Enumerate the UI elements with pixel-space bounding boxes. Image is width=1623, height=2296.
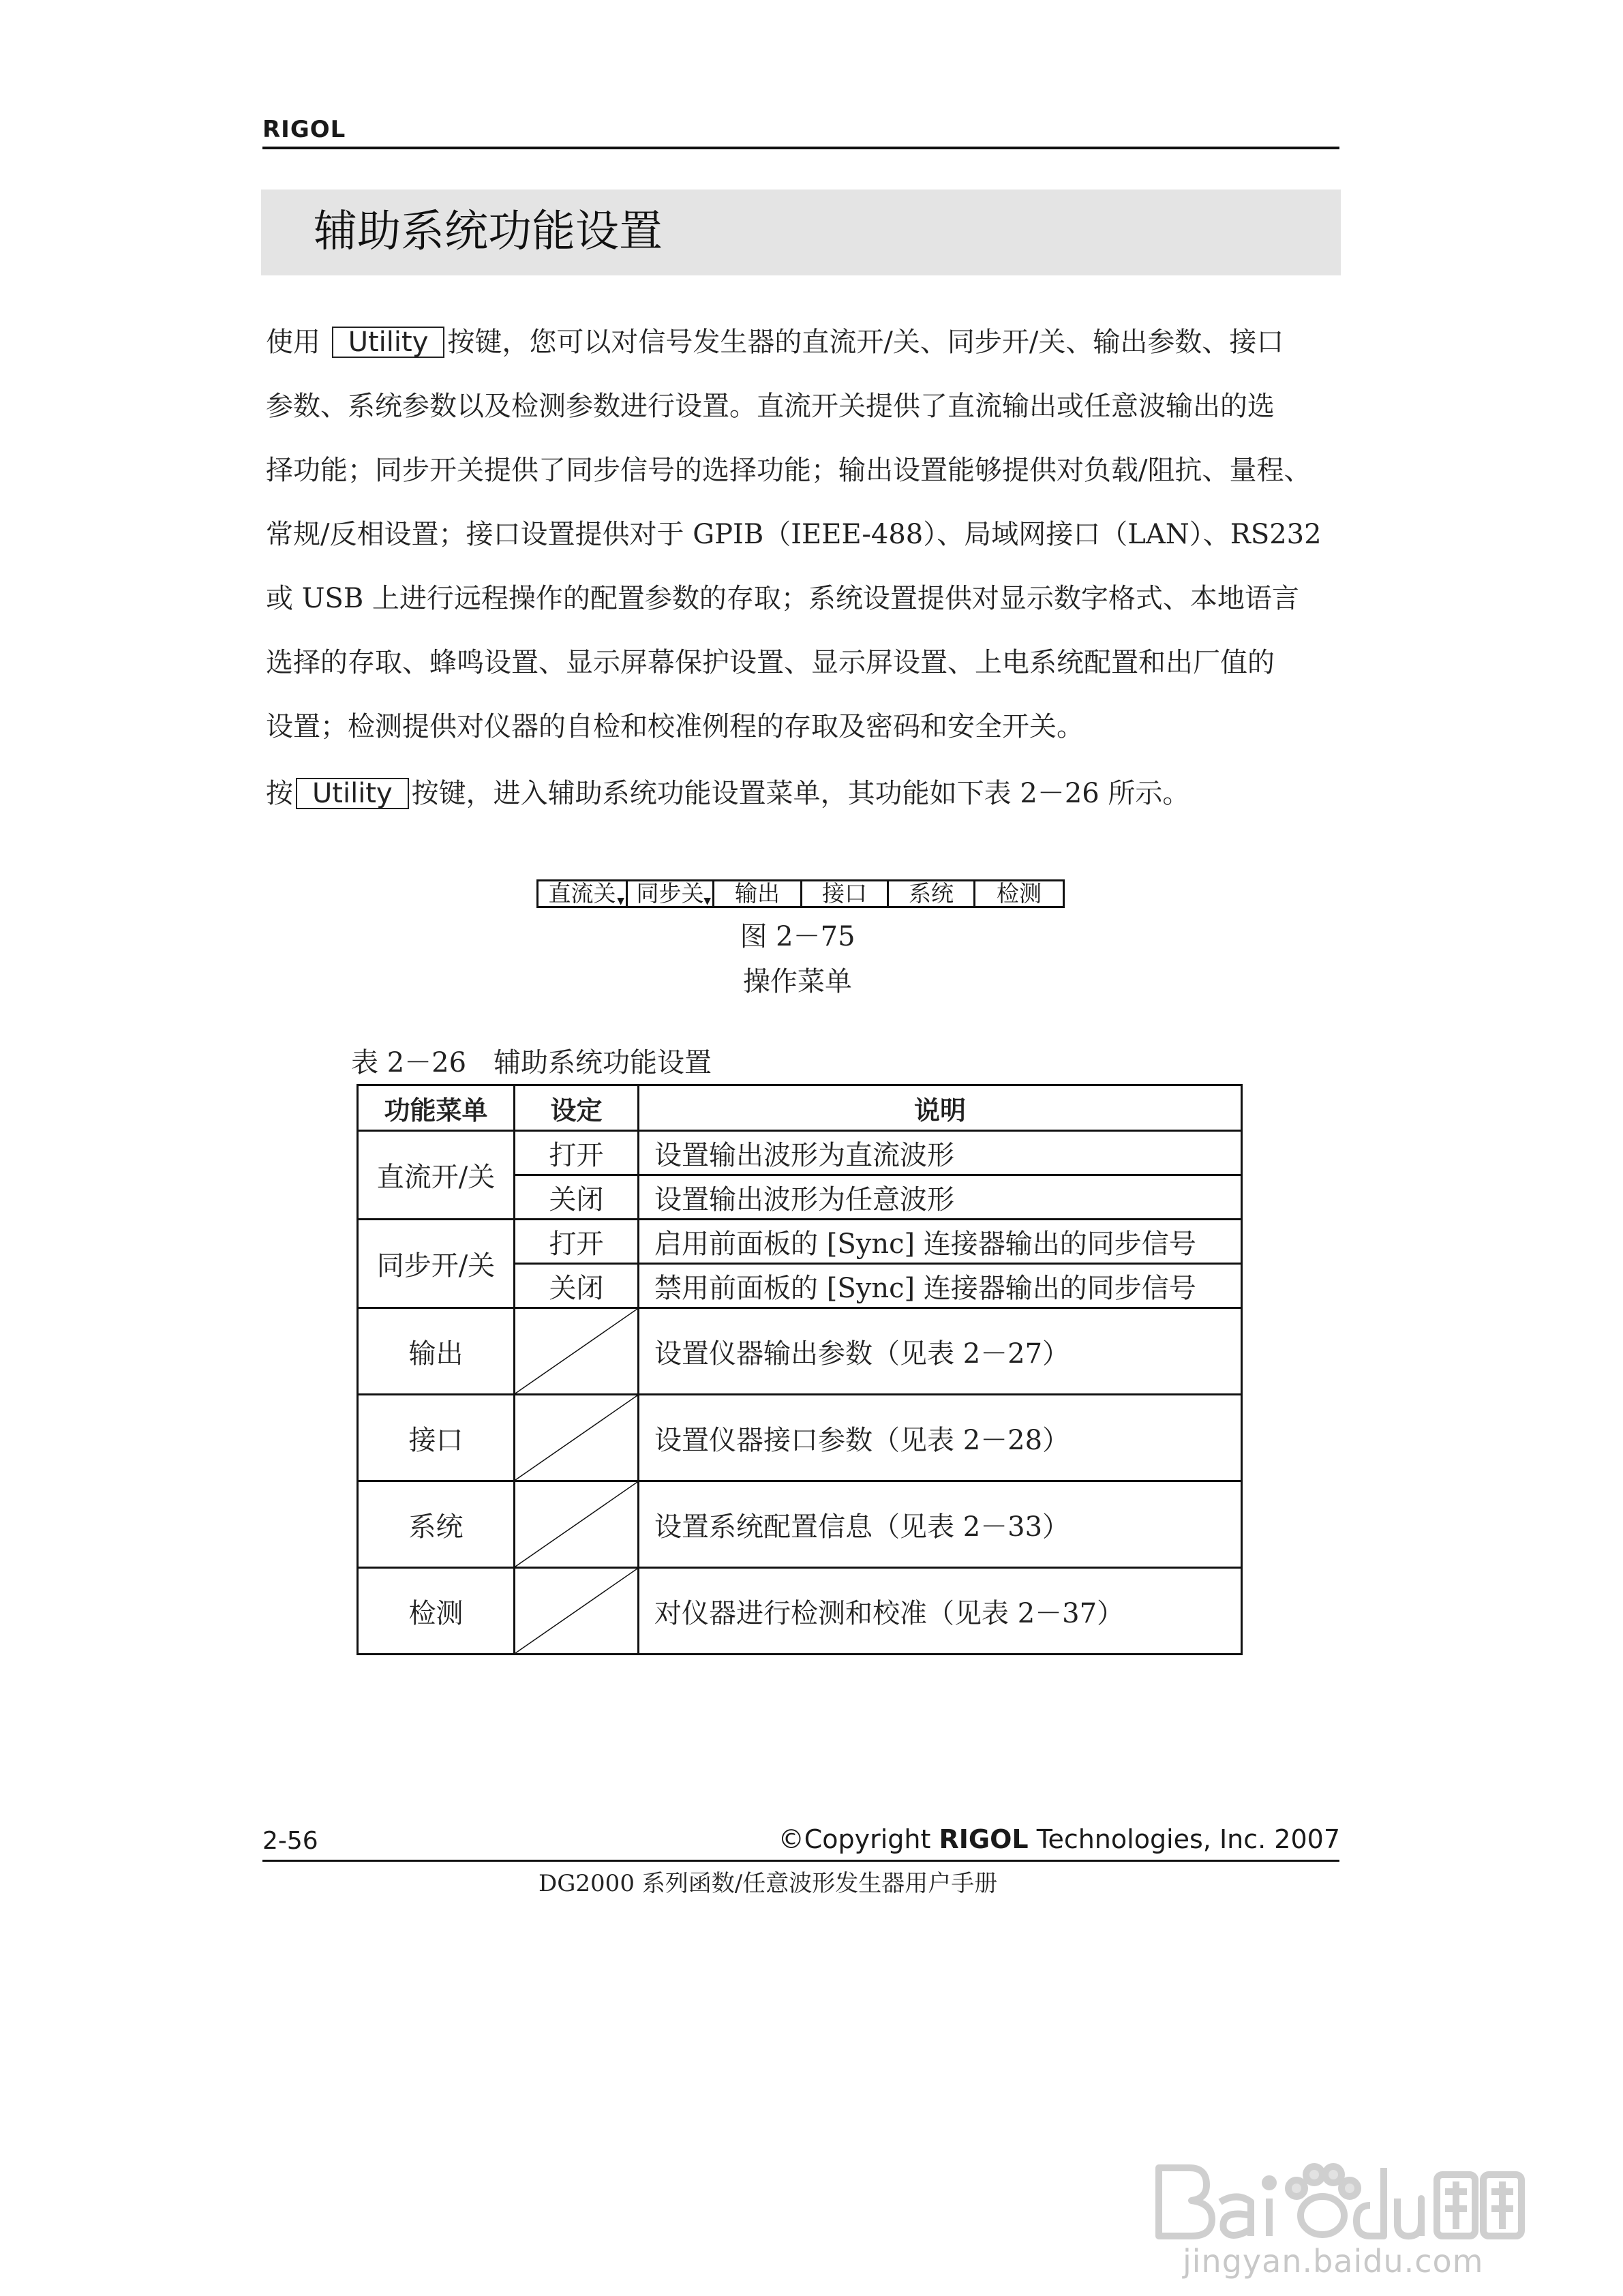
intro-line-8-pre: 按: [266, 778, 293, 809]
watermark-url: jingyan.baidu.com: [1183, 2243, 1484, 2280]
cell-empty-slash: [515, 1481, 639, 1568]
table-row: [358, 1220, 1242, 1264]
cell-dc-off: 关闭: [515, 1175, 639, 1220]
cell-dc-menu: 直流开/关: [358, 1131, 515, 1220]
section-title: 辅助系统功能设置: [314, 207, 663, 257]
cell-system-desc: 设置系统配置信息（见表 2－33）: [639, 1481, 1242, 1568]
cell-dc-off-desc: 设置输出波形为任意波形: [639, 1175, 1242, 1220]
copyright-notice: [778, 1824, 1340, 1854]
footer-divider: [262, 1860, 1339, 1862]
cell-empty-slash: [515, 1308, 639, 1395]
page-number: 2-56: [262, 1827, 318, 1855]
figure-caption: 操作菜单: [743, 966, 852, 997]
table-caption: [351, 1046, 739, 1079]
cell-sync-on: 打开: [515, 1220, 639, 1264]
softkey-interface-label: 接口: [822, 880, 867, 907]
utility-key-label: Utility: [332, 327, 445, 358]
table-row: [358, 1131, 1242, 1175]
manual-title: DG2000 系列函数/任意波形发生器用户手册: [539, 1870, 998, 1897]
softkey-test-label: 检测: [997, 880, 1042, 907]
cell-interface-desc: 设置仪器接口参数（见表 2－28）: [639, 1395, 1242, 1481]
cell-test: 检测: [358, 1568, 515, 1655]
brand-logo-text: RIGOL: [262, 116, 346, 143]
cell-sync-off-desc: 禁用前面板的 [Sync] 连接器输出的同步信号: [639, 1264, 1242, 1308]
table-caption-text: 辅助系统功能设置: [494, 1047, 712, 1078]
intro-line-1-post: 按键，您可以对信号发生器的直流开/关、同步开/关、输出参数、接口: [447, 327, 1284, 358]
cell-empty-slash: [515, 1395, 639, 1481]
dropdown-arrow-icon: ▼: [617, 896, 624, 907]
softkey-dc[interactable]: [536, 879, 628, 908]
softkey-test[interactable]: [973, 879, 1065, 908]
cell-sync-off: 关闭: [515, 1264, 639, 1308]
intro-line-2: 参数、系统参数以及检测参数进行设置。直流开关提供了直流输出或任意波输出的选: [266, 391, 1275, 422]
header-function-menu: 功能菜单: [358, 1085, 515, 1131]
softkey-dc-label: 直流关: [548, 880, 616, 907]
utility-key-label-2: Utility: [296, 778, 409, 809]
table-row: [358, 1395, 1242, 1481]
cell-empty-slash: [515, 1568, 639, 1655]
table-row: [358, 1308, 1242, 1395]
cell-sync-on-desc: 启用前面板的 [Sync] 连接器输出的同步信号: [639, 1220, 1242, 1264]
copyright-brand: RIGOL: [939, 1824, 1029, 1854]
cell-interface: 接口: [358, 1395, 515, 1481]
intro-line-1: [266, 326, 1284, 359]
table-row: [358, 1481, 1242, 1568]
intro-line-6: 选择的存取、蜂鸣设置、显示屏幕保护设置、显示屏设置、上电系统配置和出厂值的: [266, 647, 1275, 678]
softkey-interface[interactable]: [800, 879, 889, 908]
softkey-system[interactable]: [887, 879, 975, 908]
softkey-sync-label: 同步关: [636, 880, 704, 907]
cell-sync-menu: 同步开/关: [358, 1220, 515, 1308]
table-caption-number: 表 2－26: [351, 1047, 467, 1078]
baidu-watermark-logo: [1152, 2127, 1534, 2256]
intro-line-5: 或 USB 上进行远程操作的配置参数的存取；系统设置提供对显示数字格式、本地语言: [266, 583, 1299, 614]
intro-line-4: 常规/反相设置；接口设置提供对于 GPIB（IEEE-488）、局域网接口（LAN）、RS232: [266, 519, 1322, 550]
header-divider: [262, 147, 1339, 149]
copyright-pre: ©Copyright: [778, 1824, 931, 1854]
softkey-menu: [536, 879, 1063, 908]
table-row: [358, 1568, 1242, 1655]
cell-output: 输出: [358, 1308, 515, 1395]
cell-dc-on: 打开: [515, 1131, 639, 1175]
header-description: 说明: [639, 1085, 1242, 1131]
softkey-output[interactable]: [712, 879, 802, 908]
intro-line-7: 设置；检测提供对仪器的自检和校准例程的存取及密码和安全开关。: [266, 711, 1084, 742]
function-table: [357, 1084, 1243, 1655]
cell-dc-on-desc: 设置输出波形为直流波形: [639, 1131, 1242, 1175]
header-setting: 设定: [515, 1085, 639, 1131]
softkey-sync[interactable]: [626, 879, 714, 908]
softkey-system-label: 系统: [909, 880, 954, 907]
cell-test-desc: 对仪器进行检测和校准（见表 2－37）: [639, 1568, 1242, 1655]
intro-line-8: [266, 777, 1189, 810]
intro-line-3: 择功能；同步开关提供了同步信号的选择功能；输出设置能够提供对负载/阻抗、量程、: [266, 455, 1311, 486]
dropdown-arrow-icon: ▼: [703, 896, 711, 907]
cell-system: 系统: [358, 1481, 515, 1568]
figure-number: 图 2－75: [740, 921, 855, 952]
copyright-post: Technologies, Inc. 2007: [1036, 1824, 1340, 1854]
softkey-output-label: 输出: [735, 880, 780, 907]
intro-line-8-post: 按键，进入辅助系统功能设置菜单，其功能如下表 2－26 所示。: [411, 778, 1190, 809]
intro-line-1-pre: 使用: [266, 327, 320, 358]
cell-output-desc: 设置仪器输出参数（见表 2－27）: [639, 1308, 1242, 1395]
